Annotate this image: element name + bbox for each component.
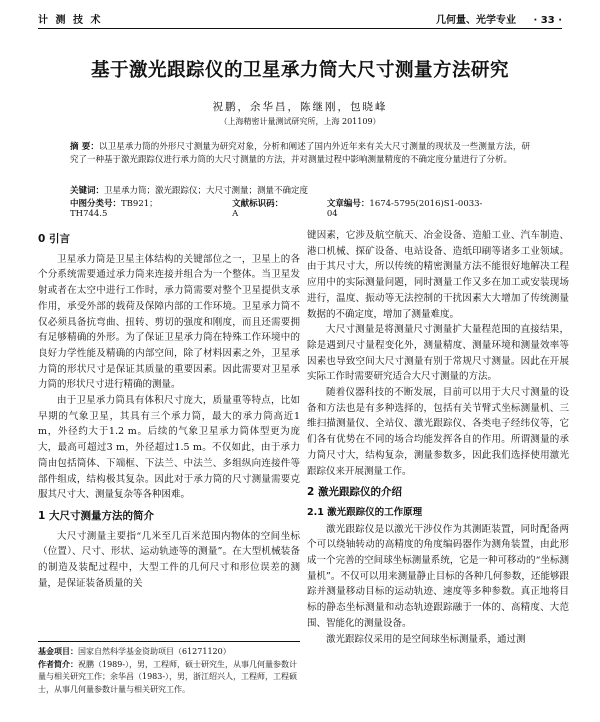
doc-label: 文献标识码： [232,199,284,209]
abstract-label: 摘 要： [70,142,99,152]
fund-text: 国家自然科学基金资助项目（61271120） [78,647,231,656]
header-right [422,11,562,26]
affiliation: （上海精密计量测试研究所，上海 201109） [219,117,381,126]
author-note [38,659,300,697]
section-1-heading: 1 大尺寸测量方法的简介 [38,509,154,522]
keywords-label: 关键词： [70,186,105,196]
paragraph: 激光跟踪仪是以激光干涉仪作为其测距装置，同时配备两个可以绕轴转动的高精度的角度编码器作为测角装置，由此形成一个完善的空间球坐标测量系统，它是一种可移动的“坐标测量机”。不仅可以用来测量静止目标的各种几何参数，还能够跟踪并测量移动目标的运动轨迹、速度等多种参数。真正地将目标的静态坐标测量和动态轨迹跟踪融于一体的、高精度、大范围、智能化的测量设备。 [307,523,569,629]
paragraph: 键因素，它涉及航空航天、冶金设备、造船工业、汽车制造、港口机械、探矿设备、电站设备、造纸印刷等诸多工业领域。由于其尺寸大，所以传统的精密测量方法不能很好地解决工程应用中的实际测量问题，同时测量工作又多在加工或安装现场进行，温度、振动等无法控制的干扰因素大大增加了传统测量数据的不确定度，增加了测量难度。 [307,230,569,320]
fund-note [38,646,300,659]
keywords [70,184,530,196]
section-0-heading: 0 引言 [38,233,70,245]
paragraph: 卫星承力筒是卫星主体结构的关键部位之一，卫星上的各个分系统需要通过承力筒来连接并组合为一个整体。当卫星发射或者在太空中进行工作时，承力筒需要对整个卫星提供支承作用，承受外部的载荷及保障内部的工作环境。卫星承力筒不仅必须具备抗弯曲、扭转、剪切的强度和刚度，而且还需要拥有足够精确的外形。为了保证卫星承力筒在特殊工作环境中的良好力学性能及精确的内部空间，除了材料因素之外，卫星承力筒的形状尺寸是保证其质量的重要因素。因此需要对卫星承力筒的形状尺寸进行精确的测量。 [38,253,300,391]
section-name: 几何量、光学专业 [436,15,517,26]
author-label: 作者简介： [38,659,78,669]
paragraph: 由于卫星承力筒具有体积尺寸庞大，质量重等特点，比如早期的气象卫星，其具有三个承力筒，最大的承力筒高近1 m，外径约大于1.2 m。后续的气象卫星承力筒体型更为庞大，最高可超过3 m，外径超过1.5 m。不仅如此，由于承力筒由包括筒体、下端框、下法兰、中法兰、多组纵向连接件等部件组成，结构极其复杂。因此对于承力筒的尺寸测量需要克服其尺寸大、测量复杂等各种困难。 [38,395,300,501]
journal-name: 计 测 技 术 [38,15,103,26]
page-number: · 33 · [533,15,562,26]
keywords-text: 卫星承力筒；激光跟踪仪；大尺寸测量；测量不确定度 [104,186,309,196]
section-2-heading: 2 激光跟踪仪的介绍 [307,486,402,499]
article-value: 1674-5795(2016)S1-0033-04 [326,199,483,219]
paragraph: 激光跟踪仪采用的是空间球坐标测量系，通过测 [326,633,526,645]
running-header [38,8,562,26]
paper-title: 基于激光跟踪仪的卫星承力筒大尺寸测量方法研究 [90,60,509,81]
left-column [38,228,300,591]
paragraph: 大尺寸测量主要指“几米至几百米范围内物体的空间坐标（位置）、尺寸、形状、运动轨迹等的测量”。在大型机械装备的制造及装配过程中，大型工件的几何尺寸和形位误差的测量，是保证装备质量的关 [38,530,300,589]
clc-label: 中图分类号： [70,199,122,209]
authors: 祝鹏，余华昌，陈继刚，包晓峰 [212,101,388,113]
article-number [327,197,492,219]
abstract-text: 以卫星承力筒的外形尺寸测量为研究对象，分析和阐述了国内外近年来有关大尺寸测量的现状及一些测量方法，研究了一种基于激光跟踪仪进行承力筒的大尺寸测量的方法，并对测量过程中影响测量精度的不确定度分量进行了分析。 [70,142,530,165]
clc-number [70,197,194,219]
article-label: 文章编号： [326,199,370,209]
paragraph: 随着仪器科技的不断发展，目前可以用于大尺寸测量的设备和方法也是有多种选择的，包括有关节臂式坐标测量机、三维扫描测量仪、全站仪、激光跟踪仪、各类电子经纬仪等，它们各有优势在不同的场合均能发挥各自的作用。所谓测量的承力筒尺寸大，结构复杂，测量参数多，因此我们选择使用激光跟踪仪来开展测量工作。 [307,387,569,477]
abstract [70,141,530,167]
footnote [38,641,300,696]
clc-value: TB921；TH744.5 [70,199,158,219]
paragraph: 大尺寸测量是将测量尺寸测量扩大量程范围的直接结果，除是遇到尺寸量程变化外，测量精度、测量环境和测量效率等因素也导致空间大尺寸测量有别于常规尺寸测量。因此在开展实际工作时需要研究适合大尺寸测量的方法。 [307,324,569,383]
header-rule [38,28,562,29]
document-code [232,197,289,219]
doc-value: A [232,209,239,219]
section-2-1-heading: 2.1 激光跟踪仪的工作原理 [307,506,423,518]
author-text: 祝鹏（1989-），男，工程师，硕士研究生，从事几何量参数计量与相关研究工作；余华昌（1983-），男，浙江绍兴人，工程师，工程硕士，从事几何量参数计量与相关研究工作。 [38,659,298,694]
classification-line [70,197,530,219]
right-column [307,228,569,647]
fund-label: 基金项目： [38,647,78,656]
